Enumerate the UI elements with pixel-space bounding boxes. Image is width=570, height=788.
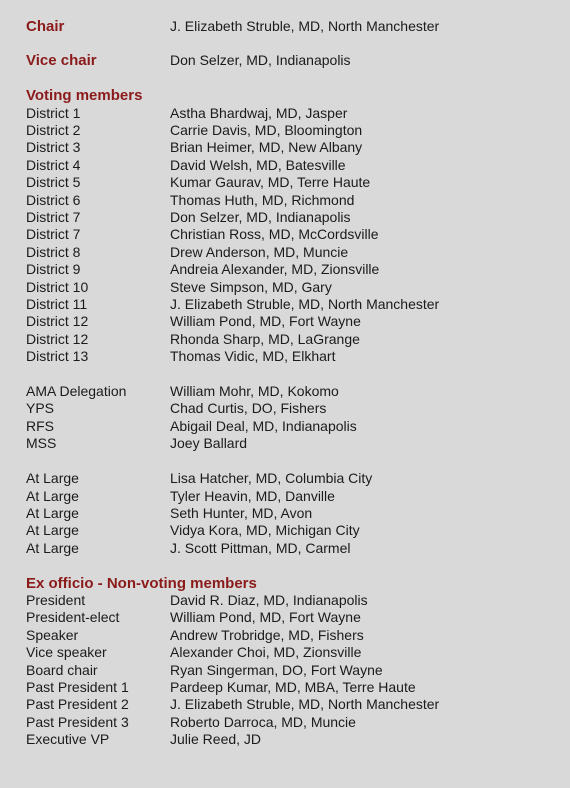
list-item <box>26 139 546 156</box>
list-item <box>26 435 546 452</box>
list-item <box>26 313 546 330</box>
list-item <box>26 522 546 539</box>
member-name: J. Elizabeth Struble, MD, North Manchester <box>170 696 440 712</box>
member-name: David R. Diaz, MD, Indianapolis <box>170 592 368 608</box>
list-item <box>26 261 546 278</box>
member-name: Pardeep Kumar, MD, MBA, Terre Haute <box>170 679 416 695</box>
member-name: Don Selzer, MD, Indianapolis <box>170 209 351 225</box>
member-role: District 12 <box>26 313 89 329</box>
member-role: Executive VP <box>26 731 110 747</box>
member-name: Andreia Alexander, MD, Zionsville <box>170 261 380 277</box>
member-role: MSS <box>26 435 57 451</box>
member-name: Brian Heimer, MD, New Albany <box>170 139 363 155</box>
member-name: Tyler Heavin, MD, Danville <box>170 488 335 504</box>
member-name: Drew Anderson, MD, Muncie <box>170 244 349 260</box>
member-name: Joey Ballard <box>170 435 248 451</box>
list-item <box>26 174 546 191</box>
list-item <box>26 609 546 626</box>
list-item <box>26 157 546 174</box>
member-role: District 11 <box>26 296 88 312</box>
list-item <box>26 122 546 139</box>
member-role: District 7 <box>26 209 81 225</box>
list-item <box>26 296 546 313</box>
chair-row <box>26 18 546 35</box>
member-name: Thomas Huth, MD, Richmond <box>170 192 355 208</box>
member-name: William Mohr, MD, Kokomo <box>170 383 339 399</box>
vice-chair-row <box>26 52 546 69</box>
member-role: District 3 <box>26 139 81 155</box>
list-item <box>26 400 546 417</box>
list-item <box>26 540 546 557</box>
list-item <box>26 470 546 487</box>
list-item <box>26 209 546 226</box>
list-item <box>26 644 546 661</box>
member-name: Roberto Darroca, MD, Muncie <box>170 714 356 730</box>
member-role: Past President 3 <box>26 714 129 730</box>
member-role: RFS <box>26 418 54 434</box>
member-role: District 4 <box>26 157 81 173</box>
member-role: District 7 <box>26 226 81 242</box>
member-role: At Large <box>26 470 79 486</box>
list-item <box>26 714 546 731</box>
list-item <box>26 192 546 209</box>
member-name: Vidya Kora, MD, Michigan City <box>170 522 360 538</box>
member-name: Carrie Davis, MD, Bloomington <box>170 122 363 138</box>
member-name: Abigail Deal, MD, Indianapolis <box>170 418 357 434</box>
list-item <box>26 348 546 365</box>
member-role: District 9 <box>26 261 81 277</box>
member-name: Rhonda Sharp, MD, LaGrange <box>170 331 360 347</box>
vice-chair-name: Don Selzer, MD, Indianapolis <box>170 52 351 68</box>
member-name: Seth Hunter, MD, Avon <box>170 505 313 521</box>
member-name: David Welsh, MD, Batesville <box>170 157 346 173</box>
member-role: District 6 <box>26 192 81 208</box>
list-item <box>26 279 546 296</box>
list-item <box>26 418 546 435</box>
list-item <box>26 244 546 261</box>
member-role: President <box>26 592 86 608</box>
chair-name: J. Elizabeth Struble, MD, North Manchester <box>170 18 440 34</box>
member-role: Board chair <box>26 662 98 678</box>
member-name: Lisa Hatcher, MD, Columbia City <box>170 470 373 486</box>
ex-officio-heading: Ex officio - Non-voting members <box>26 575 257 592</box>
member-name: Christian Ross, MD, McCordsville <box>170 226 379 242</box>
member-role: District 1 <box>26 105 81 121</box>
member-name: William Pond, MD, Fort Wayne <box>170 609 361 625</box>
list-item <box>26 627 546 644</box>
member-role: District 10 <box>26 279 89 295</box>
list-item <box>26 592 546 609</box>
member-name: Julie Reed, JD <box>170 731 262 747</box>
member-role: District 13 <box>26 348 89 364</box>
member-name: William Pond, MD, Fort Wayne <box>170 313 361 329</box>
member-name: Alexander Choi, MD, Zionsville <box>170 644 362 660</box>
list-item <box>26 105 546 122</box>
member-role: At Large <box>26 505 79 521</box>
member-role: District 12 <box>26 331 89 347</box>
vice-chair-label: Vice chair <box>26 52 97 69</box>
member-role: District 5 <box>26 174 81 190</box>
list-item <box>26 505 546 522</box>
member-role: Speaker <box>26 627 79 643</box>
member-name: J. Elizabeth Struble, MD, North Manchester <box>170 296 440 312</box>
list-item <box>26 679 546 696</box>
member-role: At Large <box>26 488 79 504</box>
member-role: President-elect <box>26 609 120 625</box>
member-name: Ryan Singerman, DO, Fort Wayne <box>170 662 383 678</box>
chair-label: Chair <box>26 18 65 35</box>
member-role: District 2 <box>26 122 81 138</box>
member-role: District 8 <box>26 244 81 260</box>
list-item <box>26 488 546 505</box>
member-name: J. Scott Pittman, MD, Carmel <box>170 540 351 556</box>
member-role: Past President 1 <box>26 679 129 695</box>
member-role: AMA Delegation <box>26 383 127 399</box>
list-item <box>26 226 546 243</box>
voting-members-heading: Voting members <box>26 87 143 104</box>
list-item <box>26 662 546 679</box>
member-name: Andrew Trobridge, MD, Fishers <box>170 627 364 643</box>
list-item <box>26 383 546 400</box>
member-role: Past President 2 <box>26 696 129 712</box>
member-name: Steve Simpson, MD, Gary <box>170 279 332 295</box>
list-item <box>26 331 546 348</box>
member-role: At Large <box>26 540 79 556</box>
member-name: Thomas Vidic, MD, Elkhart <box>170 348 336 364</box>
list-item <box>26 731 546 748</box>
member-role: Vice speaker <box>26 644 107 660</box>
member-name: Astha Bhardwaj, MD, Jasper <box>170 105 348 121</box>
member-role: At Large <box>26 522 79 538</box>
list-item <box>26 696 546 713</box>
member-name: Chad Curtis, DO, Fishers <box>170 400 327 416</box>
member-name: Kumar Gaurav, MD, Terre Haute <box>170 174 371 190</box>
member-role: YPS <box>26 400 55 416</box>
